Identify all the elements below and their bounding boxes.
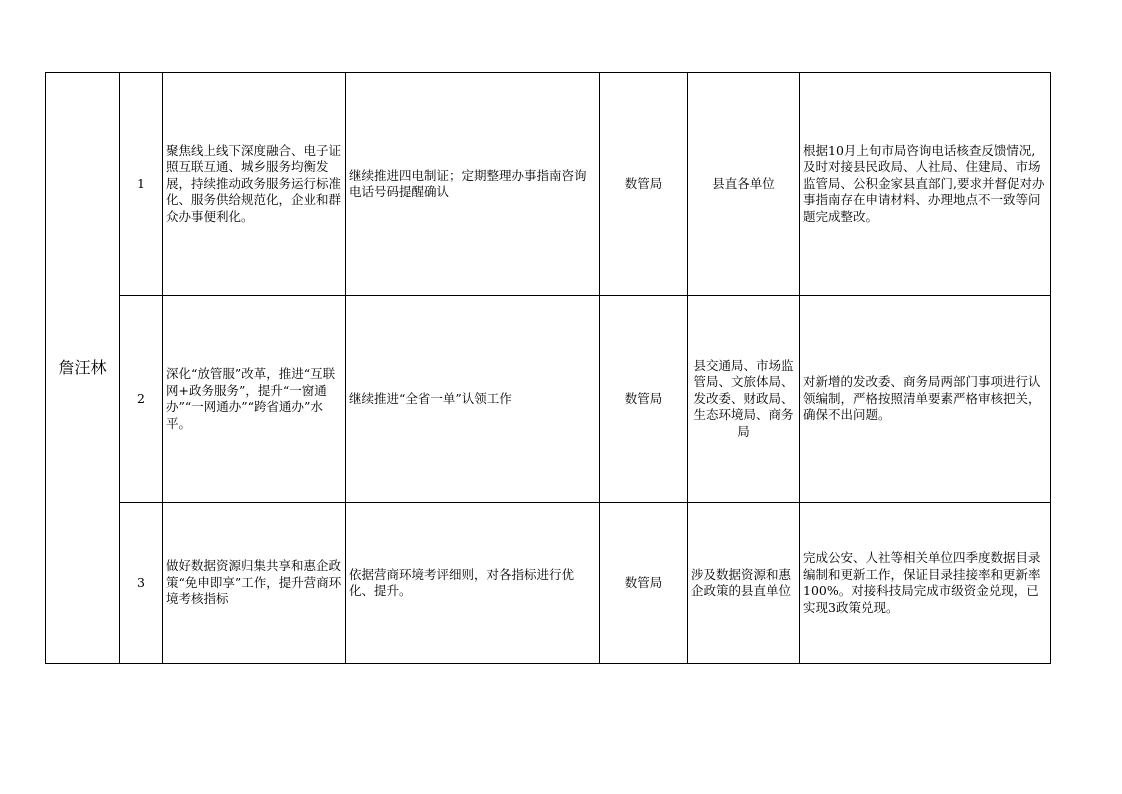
responsible-units-cell: 县直各单位 (688, 73, 800, 296)
task-cell: 继续推进“全省一单”认领工作 (346, 296, 600, 503)
responsible-units-cell: 县交通局、市场监管局、文旅体局、发改委、财政局、生态环境局、商务局 (688, 296, 800, 503)
goal-cell: 聚焦线上线下深度融合、电子证照互联互通、城乡服务均衡发展，持续推动政务服务运行标准化、服务供给规范化，企业和群众办事便利化。 (163, 73, 346, 296)
table-row (46, 73, 1051, 296)
goal-cell: 深化“放管服”改革，推进“互联网+政务服务”，提升“一窗通办”“一网通办”“跨省通办”水平。 (163, 296, 346, 503)
progress-cell: 完成公安、人社等相关单位四季度数据目录编制和更新工作，保证目录挂接率和更新率100%。对接科技局完成市级资金兑现，已实现3政策兑现。 (800, 503, 1051, 664)
lead-department-cell: 数管局 (600, 503, 688, 664)
lead-department-cell: 数管局 (600, 296, 688, 503)
table-row (46, 503, 1051, 664)
progress-cell: 根据10月上旬市局咨询电话核查反馈情况,及时对接县民政局、人社局、住建局、市场监管局、公积金家县直部门,要求并督促对办事指南存在申请材料、办理地点不一致等问题完成整改。 (800, 73, 1051, 296)
work-progress-table (45, 72, 1051, 664)
goal-cell: 做好数据资源归集共享和惠企政策“免申即享”工作，提升营商环境考核指标 (163, 503, 346, 664)
responsible-units-cell: 涉及数据资源和惠企政策的县直单位 (688, 503, 800, 664)
row-number-cell: 2 (120, 296, 163, 503)
task-cell: 继续推进四电制证；定期整理办事指南咨询电话号码提醒确认 (346, 73, 600, 296)
row-number-cell: 3 (120, 503, 163, 664)
task-cell: 依据营商环境考评细则，对各指标进行优化、提升。 (346, 503, 600, 664)
lead-department-cell: 数管局 (600, 73, 688, 296)
progress-cell: 对新增的发改委、商务局两部门事项进行认领编制，严格按照清单要素严格审核把关，确保不出问题。 (800, 296, 1051, 503)
row-number-cell: 1 (120, 73, 163, 296)
table-row (46, 296, 1051, 503)
responsible-person-cell: 詹汪林 (46, 73, 120, 664)
